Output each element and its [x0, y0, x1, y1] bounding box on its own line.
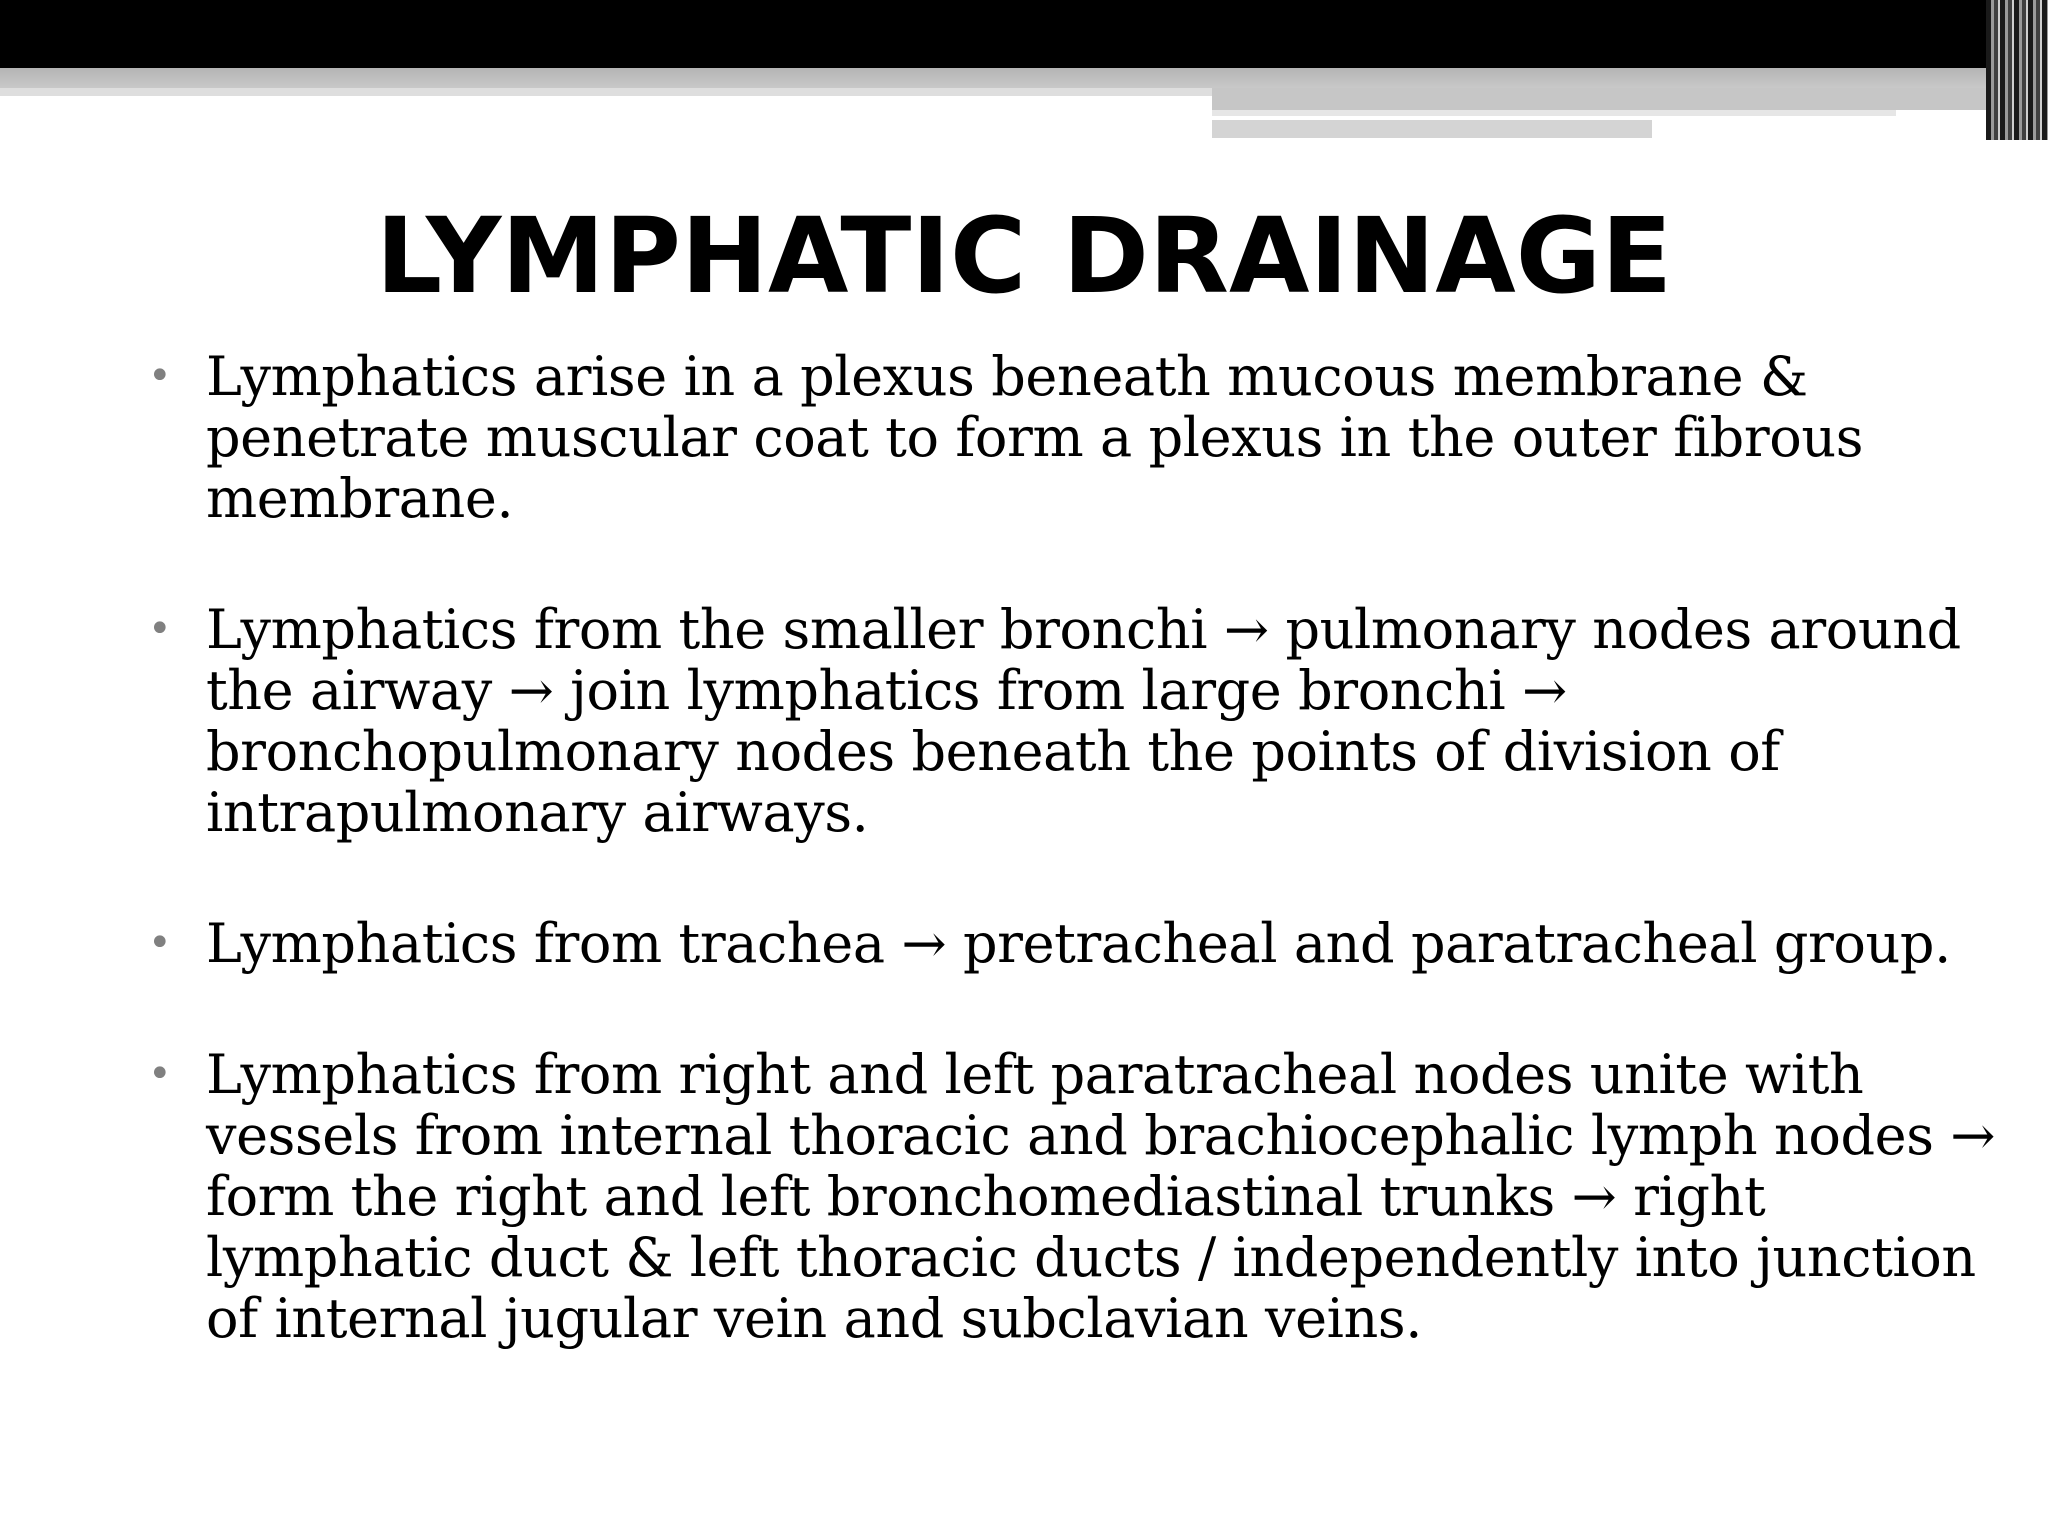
bullet-list — [148, 346, 2028, 1419]
header-band-light — [0, 88, 1212, 96]
header-band-thin — [1212, 110, 1896, 116]
header-band-short — [1212, 120, 1652, 138]
bullet-text: Lymphatics from the smaller bronchi → pulmonary nodes around the airway → join lymphatics from large bronchi → bronchopulmonary nodes beneath the points of division of intrapulmonary airways. — [206, 598, 1961, 844]
bullet-item-1 — [148, 346, 2028, 529]
bullet-marker: • — [148, 353, 172, 399]
slide-title: LYMPHATIC DRAINAGE — [375, 195, 1673, 317]
bullet-marker: • — [148, 920, 172, 966]
bullet-item-3 — [148, 913, 2028, 974]
header-band-black — [0, 0, 2048, 68]
bullet-text: Lymphatics from trachea → pretracheal and paratracheal group. — [206, 912, 1951, 975]
bullet-item-2 — [148, 599, 2028, 843]
header-band-gray — [0, 68, 2048, 88]
bullet-text: Lymphatics arise in a plexus beneath mucous membrane & penetrate muscular coat to form a plexus in the outer fibrous membrane. — [206, 345, 1864, 530]
bullet-marker: • — [148, 606, 172, 652]
bullet-marker: • — [148, 1051, 172, 1097]
header-band-step — [1212, 88, 2048, 110]
bullet-item-4 — [148, 1044, 2028, 1349]
bullet-text: Lymphatics from right and left paratracheal nodes unite with vessels from internal thoracic and brachiocephalic lymph nodes → form the right and left bronchomediastinal trunks → right lymphatic duct & left thoracic ducts / independently into junction of internal jugular vein and subclavian veins. — [206, 1043, 1996, 1350]
header-stripes — [1986, 0, 2048, 140]
